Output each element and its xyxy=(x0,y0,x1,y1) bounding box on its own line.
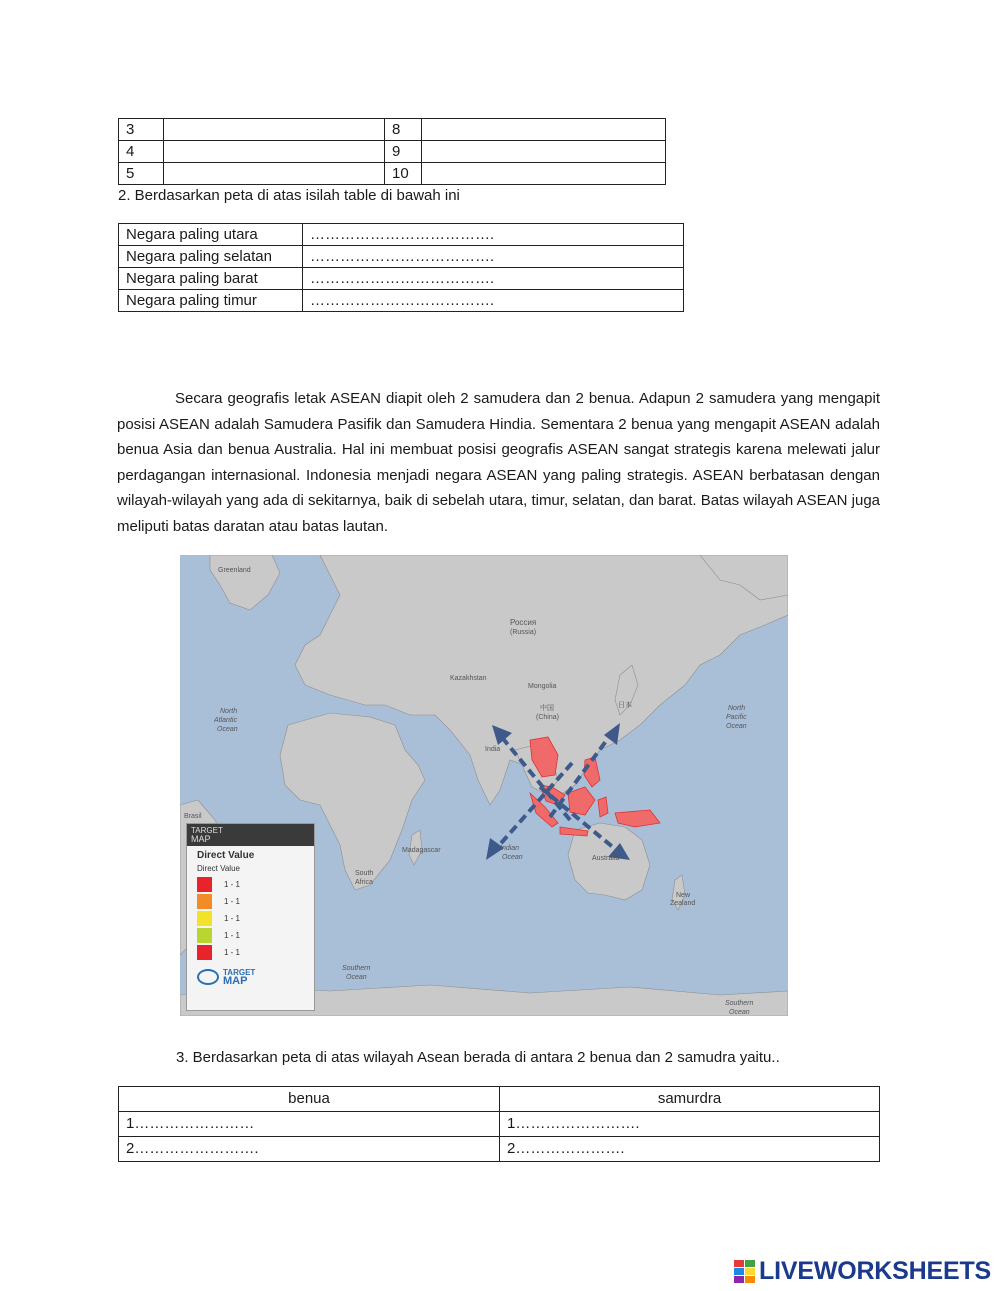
label-indian-ocean-1: Indian xyxy=(500,845,520,852)
legend-range: 1 - 1 xyxy=(224,897,241,906)
legend-subtitle: Direct Value xyxy=(197,864,240,873)
question-3-caption: 3. Berdasarkan peta di atas wilayah Asean berada di antara 2 benua dan 2 samudra yaitu.. xyxy=(176,1049,780,1066)
liveworksheets-text: LIVEWORKSHEETS xyxy=(759,1257,991,1285)
liveworksheets-logo xyxy=(734,1257,991,1286)
logo-map: MAP xyxy=(223,975,248,987)
greenland-land xyxy=(210,555,280,610)
table-row xyxy=(119,224,684,246)
label-north-pacific-1: North xyxy=(728,705,746,712)
label-southern-ocean-2: Southern xyxy=(725,1000,754,1007)
label-china: (China) xyxy=(536,714,559,721)
label-greenland: Greenland xyxy=(218,567,251,574)
legend-title: Direct Value xyxy=(197,850,255,861)
label-china-native: 中国 xyxy=(540,705,554,712)
answer-blank[interactable]: 1…………………… xyxy=(119,1112,500,1137)
asean-papua xyxy=(615,810,660,827)
row-number: 3 xyxy=(119,119,164,141)
header-samudra: samurdra xyxy=(500,1087,880,1112)
label-kazakhstan: Kazakhstan xyxy=(450,675,487,682)
legend-range: 1 - 1 xyxy=(224,948,241,957)
numbered-answer-table xyxy=(118,118,666,185)
label-north-atlantic-1: North xyxy=(220,708,238,715)
label-russia-en: (Russia) xyxy=(510,629,537,636)
label-north-pacific-2: Pacific xyxy=(726,714,747,721)
paragraph-text: Secara geografis letak ASEAN diapit oleh 2 samudera dan 2 benua. Adapun 2 samudera yang mengapit posisi ASEAN adalah Samudera Pasifik dan Samudera Hindia. Sementara 2 benua yang mengapit ASEAN adalah benua Asia dan benua Australia. Hal ini membuat posisi geografis ASEAN sangat strategis karena melewati jalur perdagangan internasional. Indonesia menjadi negara ASEAN yang paling strategis. ASEAN berbatasan dengan wilayah-wilayah yang ada di sekitarnya, baik di sebelah utara, timur, selatan, dan barat. Batas wilayah ASEAN juga meliputi batas daratan atau batas lautan. xyxy=(117,390,880,535)
label-southern-ocean-2b: Ocean xyxy=(729,1009,750,1016)
answer-blank[interactable]: 2……………………. xyxy=(119,1137,500,1162)
legend-item xyxy=(197,910,314,927)
answer-blank[interactable]: ………………………………. xyxy=(303,224,684,246)
legend-brand-bottom: MAP xyxy=(191,834,211,844)
asean-borneo xyxy=(568,787,595,815)
answer-cell[interactable] xyxy=(164,119,385,141)
label-madagascar: Madagascar xyxy=(402,847,441,854)
label-southern-ocean-1b: Ocean xyxy=(346,974,367,981)
answer-blank[interactable]: 2…………………. xyxy=(500,1137,880,1162)
table-row xyxy=(119,1112,880,1137)
legend-header xyxy=(187,824,314,846)
answer-blank[interactable]: ………………………………. xyxy=(303,246,684,268)
legend-range: 1 - 1 xyxy=(224,914,241,923)
label-north-atlantic-2: Atlantic xyxy=(214,717,237,724)
legend-item xyxy=(197,893,314,910)
legend-swatch xyxy=(197,911,212,926)
legend-swatch xyxy=(197,894,212,909)
label-mongolia: Mongolia xyxy=(528,683,557,690)
legend-swatch xyxy=(197,877,212,892)
row-number: 4 xyxy=(119,141,164,163)
asean-paragraph xyxy=(117,386,880,539)
table-row xyxy=(119,141,666,163)
row-number: 9 xyxy=(385,141,422,163)
legend-logo xyxy=(197,968,314,986)
label-india: India xyxy=(485,746,501,753)
question-2-caption: 2. Berdasarkan peta di atas isilah table di bawah ini xyxy=(118,187,460,204)
logo-target: TARGET xyxy=(223,968,256,977)
legend-range: 1 - 1 xyxy=(224,931,241,940)
label-north-atlantic-3: Ocean xyxy=(217,726,238,733)
answer-cell[interactable] xyxy=(422,119,666,141)
label-brasil: Brasil xyxy=(184,813,202,820)
legend-range: 1 - 1 xyxy=(224,880,241,889)
row-number: 8 xyxy=(385,119,422,141)
label-japan: 日本 xyxy=(618,702,632,709)
table-header-row xyxy=(119,1087,880,1112)
label-indian-ocean-2: Ocean xyxy=(502,854,523,861)
continents-oceans-table xyxy=(118,1086,880,1162)
label-north-pacific-3: Ocean xyxy=(726,723,747,730)
label-new-zealand-1: New xyxy=(676,892,691,899)
legend-swatch xyxy=(197,945,212,960)
answer-cell[interactable] xyxy=(422,163,666,185)
label-southern-ocean-1: Southern xyxy=(342,965,371,972)
answer-blank[interactable]: 1……………………. xyxy=(500,1112,880,1137)
asean-philippines xyxy=(584,757,600,787)
header-benua: benua xyxy=(119,1087,500,1112)
legend-item xyxy=(197,876,314,893)
row-number: 5 xyxy=(119,163,164,185)
target-map-logo-icon xyxy=(197,969,219,985)
answer-blank[interactable]: ………………………………. xyxy=(303,268,684,290)
row-label: Negara paling utara xyxy=(119,224,303,246)
answer-blank[interactable]: ………………………………. xyxy=(303,290,684,312)
row-label: Negara paling selatan xyxy=(119,246,303,268)
table-row xyxy=(119,290,684,312)
label-south-africa-1: South xyxy=(355,870,374,877)
table-row xyxy=(119,1137,880,1162)
table-row xyxy=(119,163,666,185)
map-legend xyxy=(186,823,315,1011)
liveworksheets-blocks-icon xyxy=(734,1260,756,1284)
legend-swatch xyxy=(197,928,212,943)
row-label: Negara paling barat xyxy=(119,268,303,290)
world-map xyxy=(180,555,788,1016)
answer-cell[interactable] xyxy=(422,141,666,163)
extreme-countries-table xyxy=(118,223,684,312)
answer-cell[interactable] xyxy=(164,163,385,185)
legend-item xyxy=(197,927,314,944)
legend-items xyxy=(197,876,314,961)
table-row xyxy=(119,268,684,290)
legend-item xyxy=(197,944,314,961)
label-south-africa-2: Africa xyxy=(355,879,373,886)
table-row xyxy=(119,246,684,268)
label-new-zealand-2: Zealand xyxy=(670,900,696,907)
legend-brand-top: TARGET xyxy=(191,826,223,835)
asean-sulawesi xyxy=(598,797,608,817)
answer-cell[interactable] xyxy=(164,141,385,163)
label-russia: Россия xyxy=(510,618,537,627)
table-row xyxy=(119,119,666,141)
row-number: 10 xyxy=(385,163,422,185)
label-australia: Australia xyxy=(592,855,620,862)
row-label: Negara paling timur xyxy=(119,290,303,312)
